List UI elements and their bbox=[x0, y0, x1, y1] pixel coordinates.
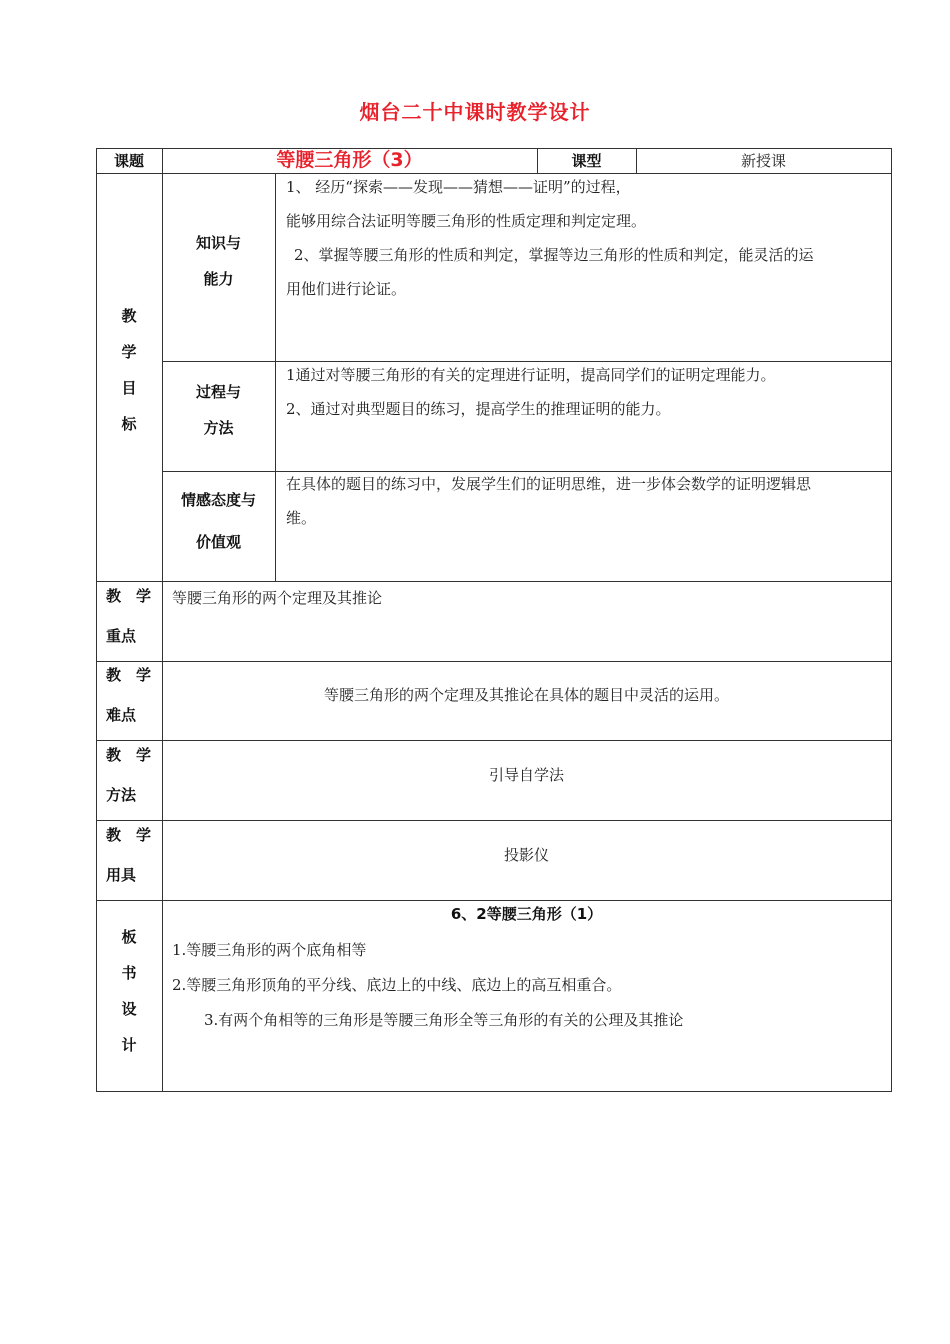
board-line: 2.等腰三角形顶角的平分线、底边上的中线、底边上的高互相重合。 bbox=[172, 976, 622, 994]
type-value: 新授课 bbox=[740, 152, 786, 170]
objectives-label-char: 目 bbox=[121, 379, 137, 397]
board-label-char: 书 bbox=[121, 964, 137, 982]
difficulties-text: 等腰三角形的两个定理及其推论在具体的题目中灵活的运用。 bbox=[323, 686, 729, 704]
knowledge-label-line: 知识与 bbox=[195, 234, 241, 252]
process-label-line: 方法 bbox=[203, 419, 234, 437]
objectives-section-label bbox=[96, 307, 162, 433]
emotion-label-line: 情感态度与 bbox=[180, 491, 256, 509]
knowledge-line: 用他们进行论证。 bbox=[286, 280, 407, 298]
process-label bbox=[162, 383, 275, 437]
process-line: 1通过对等腰三角形的有关的定理进行证明，提高同学们的证明定理能力。 bbox=[286, 366, 776, 384]
emotion-label bbox=[162, 491, 275, 551]
tools-text: 投影仪 bbox=[503, 846, 549, 864]
knowledge-line: 2、掌握等腰三角形的性质和判定，掌握等边三角形的性质和判定，能灵活的运 bbox=[294, 246, 814, 264]
emotion-content bbox=[286, 475, 886, 527]
knowledge-label-line: 能力 bbox=[203, 270, 234, 288]
method-label bbox=[106, 746, 162, 804]
document-title: 烟台二十中课时教学设计 bbox=[359, 100, 591, 124]
method-text: 引导自学法 bbox=[488, 766, 564, 784]
tools-label bbox=[106, 826, 162, 884]
difficulties-label bbox=[106, 666, 162, 724]
tools-label-line: 用具 bbox=[106, 866, 137, 884]
board-label-char: 设 bbox=[121, 1000, 137, 1018]
key-points-label bbox=[106, 587, 162, 645]
board-heading: 6、2等腰三角形（1） bbox=[450, 905, 603, 923]
topic-value: 等腰三角形（3） bbox=[276, 149, 423, 171]
key-points-label-line: 教 学 bbox=[106, 587, 152, 605]
board-label bbox=[96, 928, 162, 1054]
method-label-line: 方法 bbox=[106, 786, 137, 804]
board-label-char: 计 bbox=[121, 1036, 137, 1054]
knowledge-content bbox=[286, 178, 886, 298]
board-content bbox=[172, 941, 882, 1029]
topic-label: 课题 bbox=[113, 152, 144, 170]
method-label-line: 教 学 bbox=[106, 746, 152, 764]
knowledge-line: 1、 经历“探索——发现——猜想——证明”的过程， bbox=[286, 178, 631, 196]
type-label: 课型 bbox=[571, 152, 602, 170]
board-line: 3.有两个角相等的三角形是等腰三角形全等三角形的有关的公理及其推论 bbox=[204, 1011, 684, 1029]
key-points-label-line: 重点 bbox=[106, 627, 137, 645]
objectives-label-char: 学 bbox=[121, 343, 137, 361]
difficulties-label-line: 教 学 bbox=[106, 666, 152, 684]
board-label-char: 板 bbox=[121, 928, 137, 946]
tools-label-line: 教 学 bbox=[106, 826, 152, 844]
difficulties-label-line: 难点 bbox=[106, 706, 137, 724]
process-label-line: 过程与 bbox=[195, 383, 241, 401]
emotion-line: 在具体的题目的练习中，发展学生们的证明思维，进一步体会数学的证明逻辑思 bbox=[286, 475, 812, 493]
process-line: 2、通过对典型题目的练习，提高学生的推理证明的能力。 bbox=[286, 400, 671, 418]
objectives-label-char: 教 bbox=[121, 307, 137, 325]
emotion-line: 维。 bbox=[286, 509, 317, 527]
knowledge-label bbox=[162, 234, 275, 288]
process-content bbox=[286, 366, 886, 418]
board-line: 1.等腰三角形的两个底角相等 bbox=[172, 941, 367, 959]
knowledge-line: 能够用综合法证明等腰三角形的性质定理和判定定理。 bbox=[286, 212, 647, 230]
emotion-label-line: 价值观 bbox=[195, 533, 241, 551]
objectives-label-char: 标 bbox=[121, 415, 137, 433]
key-points-text: 等腰三角形的两个定理及其推论 bbox=[172, 589, 383, 607]
